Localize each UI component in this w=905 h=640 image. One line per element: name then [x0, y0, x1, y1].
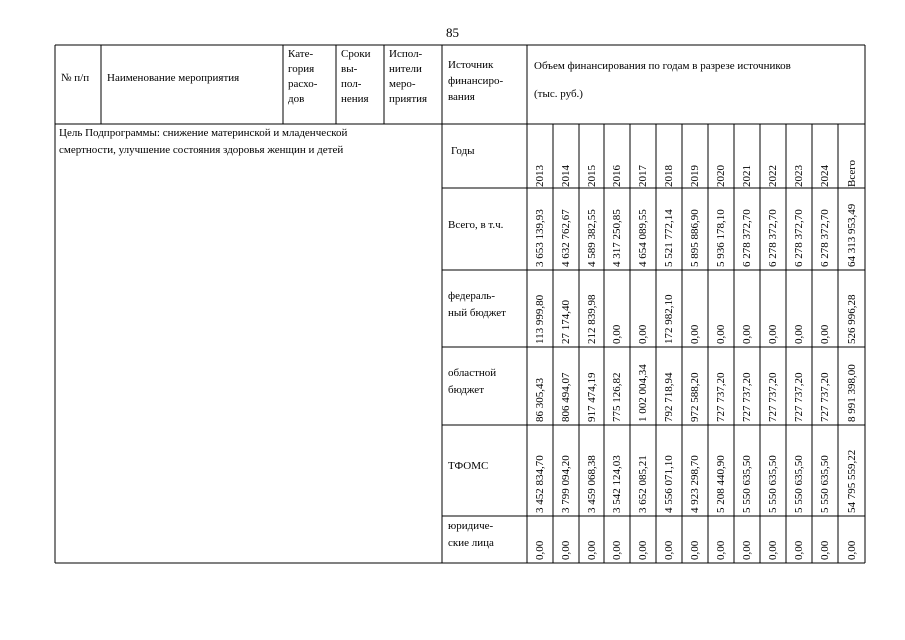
- value-cell: 0,00: [845, 540, 858, 560]
- value-cell: 0,00: [689, 324, 701, 344]
- value-cell: 727 737,20: [767, 372, 779, 422]
- value-cell: 0,00: [819, 540, 831, 560]
- value-cell: 4 589 382,55: [585, 209, 598, 267]
- value-cell: 3 542 124,03: [611, 455, 623, 513]
- goal-line: смертности, улучшение состояния здоровья женщин и детей: [59, 144, 344, 156]
- value-cell: 212 839,98: [585, 294, 598, 344]
- value-cell: 0,00: [585, 540, 598, 560]
- value-cell: 0,00: [767, 540, 779, 560]
- value-cell: 0,00: [534, 540, 546, 560]
- value-cell: 172 982,10: [663, 294, 675, 344]
- hdr-cat-line: Кате-: [288, 48, 314, 60]
- value-cell: 6 278 372,70: [793, 209, 805, 267]
- row-label: ный бюджет: [448, 307, 506, 319]
- row-label: ТФОМС: [448, 460, 489, 472]
- goal-line: Цель Подпрограммы: снижение материнской и младенческой: [59, 127, 348, 139]
- value-cell: 775 126,82: [611, 372, 623, 422]
- value-cell: 792 718,94: [663, 372, 675, 422]
- value-cell: 0,00: [560, 540, 572, 560]
- value-cell: 0,00: [767, 324, 779, 344]
- value-cell: 4 317 250,85: [611, 209, 623, 267]
- value-cell: 0,00: [819, 324, 831, 344]
- value-cell: 3 653 139,93: [534, 209, 546, 267]
- value-cell: 727 737,20: [715, 372, 727, 422]
- hdr-terms-line: нения: [341, 93, 369, 105]
- value-cell: 727 737,20: [793, 372, 805, 422]
- value-cell: 5 550 635,50: [793, 455, 805, 513]
- value-cell: 4 923 298,70: [689, 455, 701, 513]
- hdr-src-line: вания: [448, 91, 475, 103]
- year-label: 2017: [637, 165, 649, 187]
- value-cell: 6 278 372,70: [741, 209, 753, 267]
- hdr-cat-line: дов: [288, 93, 305, 105]
- header-num: № п/п: [61, 72, 90, 84]
- value-cell: 5 208 440,90: [715, 455, 727, 513]
- value-cell: 0,00: [715, 540, 727, 560]
- value-cell: 917 474,19: [585, 372, 598, 422]
- value-cell: 806 494,07: [560, 372, 572, 422]
- value-cell: 6 278 372,70: [819, 209, 831, 267]
- hdr-cat-line: гория: [288, 63, 315, 75]
- value-cell: 0,00: [741, 324, 753, 344]
- value-cell: 972 588,20: [689, 372, 701, 422]
- value-cell: 5 521 772,14: [663, 209, 675, 267]
- header-name: Наименование мероприятия: [107, 72, 240, 84]
- value-cell: 113 999,80: [534, 294, 546, 344]
- value-cell: 0,00: [715, 324, 727, 344]
- value-cell: 64 313 953,49: [845, 203, 858, 267]
- year-label: 2023: [793, 165, 805, 187]
- year-label: 2015: [585, 165, 598, 187]
- value-cell: 3 652 085,21: [637, 455, 649, 513]
- hdr-terms-line: вы-: [341, 63, 358, 75]
- value-cell: 3 799 094,20: [560, 455, 572, 513]
- value-cell: 27 174,40: [560, 300, 572, 344]
- value-cell: 0,00: [689, 540, 701, 560]
- year-label: 2021: [741, 165, 753, 187]
- value-cell: 0,00: [611, 324, 623, 344]
- value-cell: 8 991 398,00: [845, 364, 858, 422]
- year-label: 2018: [663, 165, 675, 187]
- row-label: федераль-: [448, 290, 495, 302]
- year-label: 2014: [560, 165, 572, 187]
- year-label: 2020: [715, 165, 727, 187]
- value-cell: 4 556 071,10: [663, 455, 675, 513]
- year-label: 2019: [689, 165, 701, 187]
- row-label: Всего, в т.ч.: [448, 219, 504, 231]
- value-cell: 0,00: [741, 540, 753, 560]
- hdr-terms-line: Сроки: [341, 48, 371, 60]
- value-cell: 5 936 178,10: [715, 209, 727, 267]
- value-cell: 3 452 834,70: [534, 455, 546, 513]
- hdr-src-line: финансиро-: [448, 75, 504, 87]
- hdr-exec-line: нители: [389, 63, 422, 75]
- header-volume: Объем финансирования по годам в разрезе источников: [534, 60, 791, 72]
- row-label: областной: [448, 367, 497, 379]
- value-cell: 4 654 089,55: [637, 209, 649, 267]
- hdr-exec-line: Испол-: [389, 48, 423, 60]
- hdr-src-line: Источник: [448, 59, 494, 71]
- value-cell: 0,00: [637, 540, 649, 560]
- value-cell: 5 550 635,50: [767, 455, 779, 513]
- year-label: 2022: [767, 165, 779, 187]
- value-cell: 0,00: [611, 540, 623, 560]
- value-cell: 0,00: [793, 540, 805, 560]
- page-number: 85: [446, 25, 459, 40]
- hdr-exec-line: приятия: [389, 93, 428, 105]
- year-label: 2016: [611, 165, 623, 187]
- value-cell: 3 459 068,38: [585, 455, 598, 513]
- value-cell: 5 550 635,50: [741, 455, 753, 513]
- year-label: Всего: [845, 160, 858, 187]
- year-label: 2024: [819, 165, 831, 187]
- value-cell: 0,00: [637, 324, 649, 344]
- value-cell: 727 737,20: [741, 372, 753, 422]
- value-cell: 4 632 762,67: [560, 209, 572, 267]
- value-cell: 0,00: [793, 324, 805, 344]
- row-label: юридиче-: [448, 520, 494, 532]
- row-label: бюджет: [448, 384, 484, 396]
- value-cell: 526 996,28: [845, 294, 858, 344]
- header-volume-units: (тыс. руб.): [534, 88, 583, 100]
- value-cell: 86 305,43: [534, 378, 546, 422]
- value-cell: 0,00: [663, 540, 675, 560]
- value-cell: 1 002 004,34: [637, 364, 649, 422]
- hdr-cat-line: расхо-: [288, 78, 318, 90]
- value-cell: 54 795 559,22: [845, 449, 858, 513]
- year-label: 2013: [534, 165, 546, 187]
- years-label: Годы: [451, 145, 475, 157]
- hdr-exec-line: меро-: [389, 78, 416, 90]
- value-cell: 727 737,20: [819, 372, 831, 422]
- value-cell: 6 278 372,70: [767, 209, 779, 267]
- row-label: ские лица: [448, 537, 494, 549]
- hdr-terms-line: пол-: [341, 78, 362, 90]
- value-cell: 5 895 886,90: [689, 209, 701, 267]
- value-cell: 5 550 635,50: [819, 455, 831, 513]
